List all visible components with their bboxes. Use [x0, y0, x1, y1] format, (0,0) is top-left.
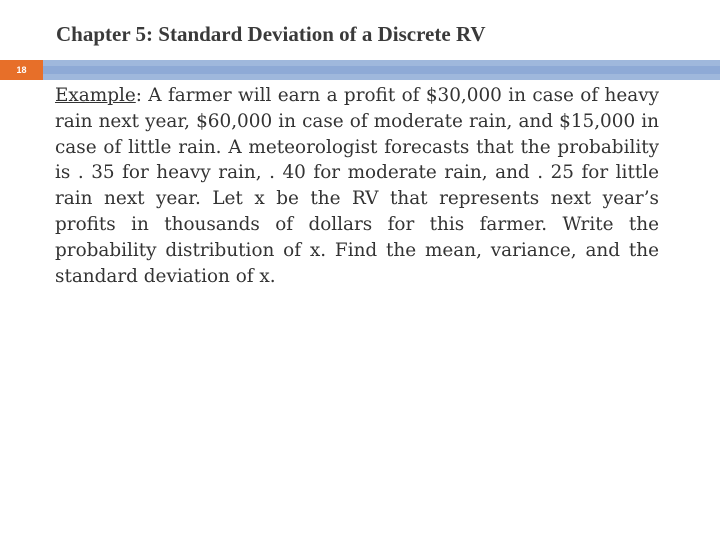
example-paragraph [55, 83, 659, 289]
accent-bar-blue-stripe [43, 66, 720, 74]
example-label: Example [55, 85, 136, 106]
example-text: : A farmer will earn a profit of $30,000 in case of heavy rain next year, $60,000 in case of moderate rain, and $15,000 in case of little rain. A meteorologist forecasts that the probability is . 35 for heavy rain, . 40 for moderate rain, and . 25 for little rain next year. Let x be the RV that represents next year’s profits in thousands of dollars for this farmer. Write the probability distribution of x. Find the mean, variance, and the standard deviation of x. [55, 85, 659, 287]
slide-title: Chapter 5: Standard Deviation of a Discrete RV [56, 22, 486, 46]
slide-number: 18 [16, 65, 27, 75]
